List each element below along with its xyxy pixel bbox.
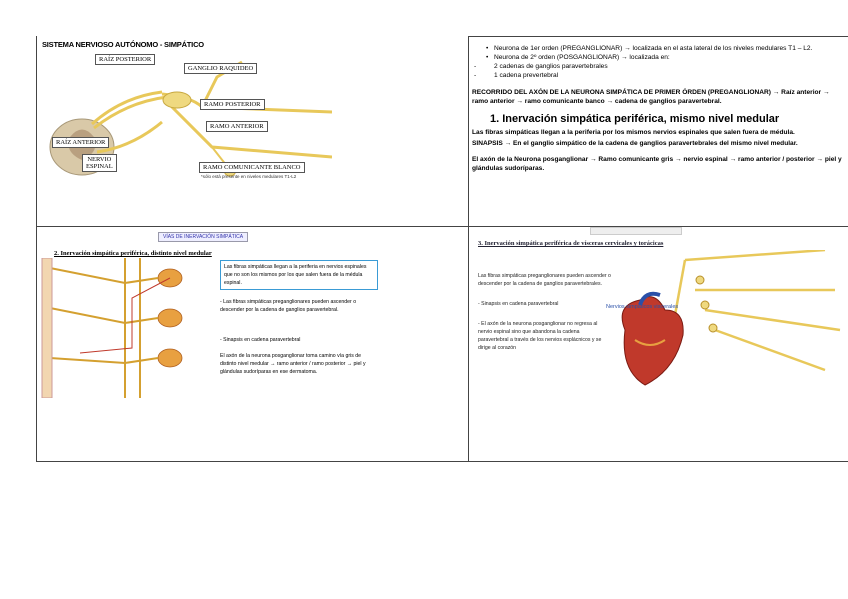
text-panel-right-top [472,40,844,173]
label-ramo-comunicante: RAMO COMUNICANTE BLANCO [199,162,305,173]
paragraph: Las fibras simpáticas preganglionares pueden ascender o descender por la cadena de ganglios paravertebrales. [478,273,611,287]
paragraph: El axón de la Neurona posganglionar → Ramo comunicante gris → nervio espinal → ramo anterior / posterior → piel y glándulas sudoríparas. [472,156,842,172]
grid-middle-divider [36,226,848,227]
slide-title: 3. Inervación simpática periférica de vísceras cervicales y torácicas [478,240,664,247]
label-ramo-posterior: RAMO POSTERIOR [200,99,265,110]
heart-innervation-diagram [605,250,845,390]
list-item: - 2 cadenas de ganglios paravertebrales [474,63,608,70]
list-item: • Neurona de 1er orden (PREGANGLIONAR) → localizada en el asta lateral de los niveles medulares T1 – L2. [486,45,813,52]
grid-left-border [36,36,37,462]
label-raiz-posterior: RAÍZ POSTERIOR [95,54,155,65]
highlight-box: Las fibras simpáticas llegan a la periferia en nervios espinales que no son los mismos por los que salen fuera de la médula espinal. [220,260,378,290]
spinal-cord-segments-diagram [40,258,216,398]
label-nervio-line-2: ESPINAL [86,163,113,170]
list-item: • Neurona de 2º orden (POSGANGLIONAR) → localizada en: [486,54,670,61]
paragraph: El axón de la neurona posganglionar toma camino vía gris de distinto nivel medular → ramo anterior / ramo posterior → piel y glándulas sudoríparas en ese dermatoma. [220,353,366,375]
paragraph: - El axón de la neurona posganglionar no regresa al nervio espinal sino que abandona la cadena paravertebral a través de los nervios esplácnicos y se dirige al corazón [478,321,602,351]
neuron-list [472,44,844,80]
paragraph: SINAPSIS → En el ganglio simpático de la cadena de ganglios paravertebrales del mismo nivel medular. [472,140,798,147]
label-ganglio-raquideo: GANGLIO RAQUIDEO [184,63,257,74]
slide-tag [590,227,682,235]
paragraph: Las fibras simpáticas llegan a la periferia por los mismos nervios espinales que salen fuera de médula. [472,129,795,136]
grid-bottom-border [36,461,848,462]
footnote: *sólo está presente en niveles medulares T1-L2 [201,174,297,179]
section-heading: 1. Inervación simpática periférica, mismo nivel medular [490,113,780,125]
label-nervio-line-1: NERVIO [87,156,112,163]
section-title: SISTEMA NERVIOSO AUTÓNOMO - SIMPÁTICO [42,40,204,49]
slide-title: 2. Inervación simpática periférica, distinto nivel medular [54,250,212,257]
grid-top-border [468,36,848,37]
diagram-caption: Nervios simpáticos viscerales [606,304,679,310]
label-nervio-espinal [82,154,117,172]
label-raiz-anterior: RAÍZ ANTERIOR [52,137,109,148]
paragraph: - Sinapsis en cadena paravertebral [220,337,301,343]
paragraph: - Las fibras simpáticas preganglionares pueden ascender o descender por la cadena de ganglios paravertebral. [220,299,357,313]
list-item: - 1 cadena prevertebral [474,72,559,79]
recorrido-paragraph: RECORRIDO DEL AXÓN DE LA NEURONA SIMPÁTICA DE PRIMER ÓRDEN (PREGANGLIONAR) → Raíz anterior → ramo anterior → ramo comunicante banco → cadena de ganglios paravertebral. [472,89,830,105]
paragraph: - Sinapsis en cadena paravertebral [478,301,559,307]
slide-tag: VÍAS DE INERVACIÓN SIMPÁTICA [158,232,248,242]
label-ramo-anterior: RAMO ANTERIOR [206,121,268,132]
grid-center-divider [468,36,469,462]
